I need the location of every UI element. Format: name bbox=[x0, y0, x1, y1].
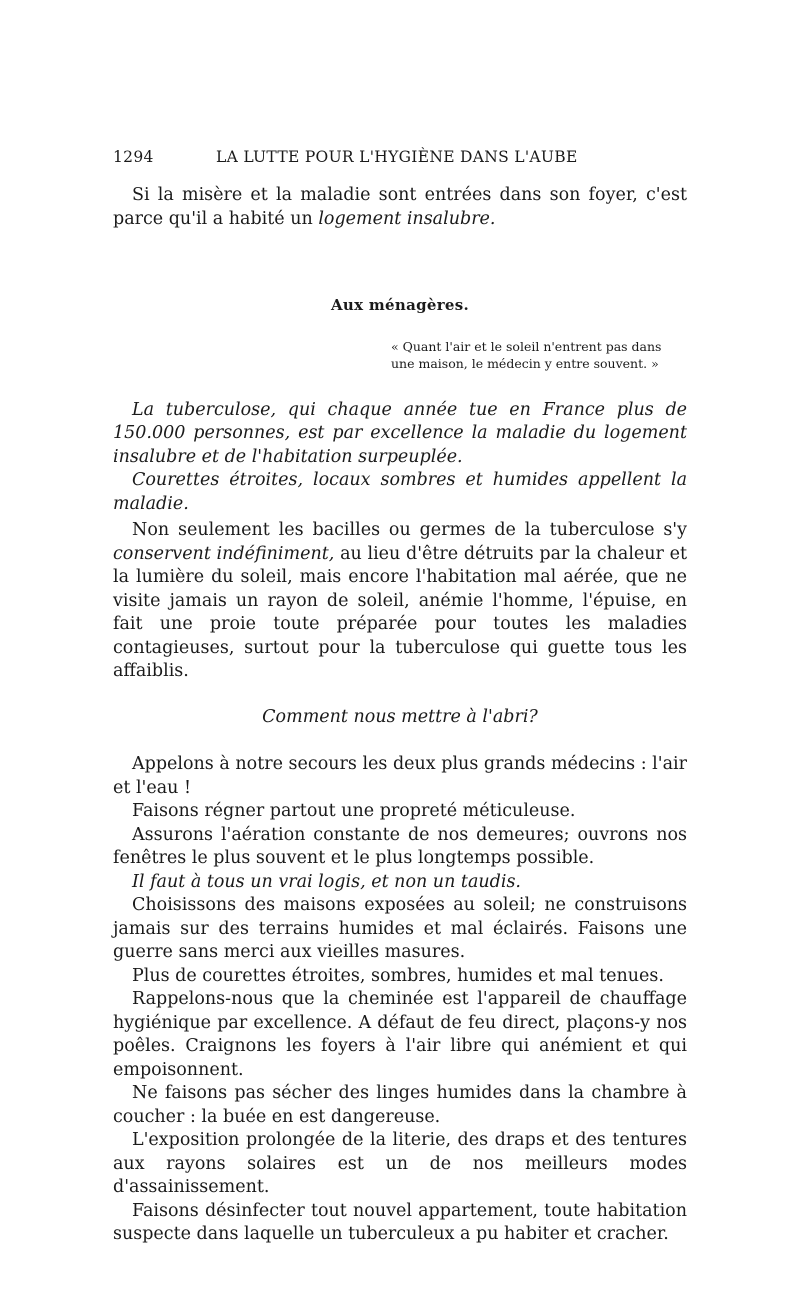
intro-text: Si la misère et la maladie sont entrées dans son foyer, c'est parce qu'il a habité un bbox=[113, 185, 687, 229]
advice-paragraph: Appelons à notre secours les deux plus grands médecins : l'air et l'eau ! bbox=[113, 754, 687, 798]
advice-paragraph: Faisons régner partout une propreté méticuleuse. bbox=[132, 801, 576, 821]
subheading: Comment nous mettre à l'abri? bbox=[262, 706, 538, 727]
advice-paragraph: Choisissons des maisons exposées au soleil; ne construisons jamais sur des terrains humides et mal éclairés. Faisons une guerre sans merci aux vieilles masures. bbox=[113, 895, 687, 962]
advice-paragraph-italic: Il faut à tous un vrai logis, et non un taudis. bbox=[132, 871, 521, 892]
lead-paragraph-2: Courettes étroites, locaux sombres et humides appellent la maladie. bbox=[113, 470, 687, 514]
bacilli-text-1: Non seulement les bacilles ou germes de la tuberculose s'y bbox=[132, 520, 687, 540]
bacilli-paragraph bbox=[113, 519, 687, 684]
advice-paragraph: Rappelons-nous que la cheminée est l'appareil de chauffage hygiénique par excellence. A défaut de feu direct, plaçons-y nos poêles. Craignons les foyers à l'air libre qui anémient et qui empoisonnent. bbox=[113, 989, 687, 1080]
section-title: Aux ménagères. bbox=[330, 296, 470, 314]
bacilli-italic: conservent indéfiniment, bbox=[113, 543, 335, 564]
running-title: LA LUTTE POUR L'HYGIÈNE DANS L'AUBE bbox=[216, 148, 578, 166]
intro-paragraph bbox=[113, 184, 687, 231]
bacilli-text-2: au lieu d'être détruits par la chaleur et la lumière du soleil, mais encore l'habitation mal aérée, que ne visite jamais un rayon de soleil, anémie l'homme, l'épuise, en fait une proie toute préparée pour toutes les maladies contagieuses, surtout pour la tuberculose qui guette tous les affaiblis. bbox=[113, 543, 688, 681]
lead-paragraph: La tuberculose, qui chaque année tue en France plus de 150.000 personnes, est par excellence la maladie du logement insalubre et de l'habitation surpeuplée. bbox=[113, 399, 687, 467]
intro-italic: logement insalubre. bbox=[318, 208, 496, 229]
epigraph: « Quant l'air et le soleil n'entrent pas dans une maison, le médecin y entre souvent. » bbox=[391, 338, 662, 371]
page-body bbox=[113, 184, 687, 1247]
advice-paragraph: Plus de courettes étroites, sombres, humides et mal tenues. bbox=[132, 965, 664, 986]
page-number: 1294 bbox=[113, 148, 154, 166]
advice-paragraph: Ne faisons pas sécher des linges humides dans la chambre à coucher : la buée en est dangereuse. bbox=[113, 1083, 687, 1127]
advice-paragraph: L'exposition prolongée de la literie, des draps et des tentures aux rayons solaires est un de nos meilleurs modes d'assainissement. bbox=[113, 1130, 687, 1197]
advice-paragraph: Assurons l'aération constante de nos demeures; ouvrons nos fenêtres le plus souvent et le plus longtemps possible. bbox=[113, 824, 687, 868]
advice-paragraph: Faisons désinfecter tout nouvel appartement, toute habitation suspecte dans laquelle un tuberculeux a pu habiter et cracher. bbox=[113, 1200, 687, 1244]
